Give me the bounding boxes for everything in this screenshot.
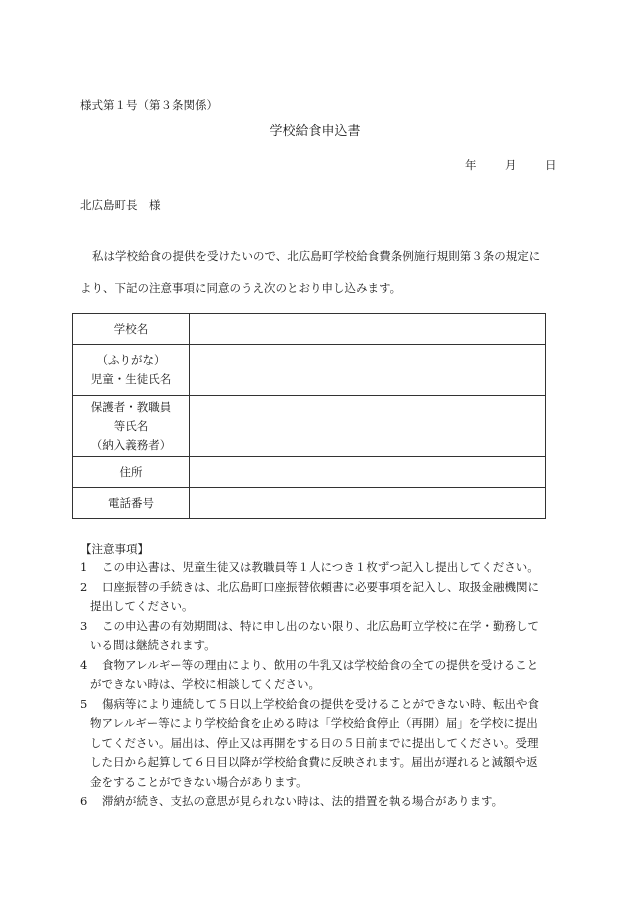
- note-text-cont: した日から起算して６日目以降が学校給食費に反映されます。届出が遅れると減額や返: [90, 755, 538, 769]
- table-row-school: [73, 314, 546, 345]
- school-name-field[interactable]: [190, 314, 546, 345]
- note-number: 4: [80, 657, 88, 672]
- note-number: 6: [80, 794, 88, 808]
- student-furigana-label: （ふりがな）: [96, 353, 166, 367]
- date-year: 年: [465, 158, 477, 172]
- note-item: [80, 695, 550, 793]
- note-number: 2: [80, 579, 88, 594]
- guardian-label-line-3: （納入義務者）: [90, 437, 172, 452]
- guardian-name-label: [73, 396, 190, 457]
- table-row-guardian: [73, 396, 546, 457]
- guardian-label-line-2: 等氏名: [113, 418, 149, 433]
- note-text-cont: ができない時は、学校に相談してください。: [90, 677, 320, 691]
- note-item: [80, 656, 550, 695]
- student-name-label-text: 児童・生徒氏名: [90, 372, 172, 386]
- note-text: 傷病等により連続して５日以上学校給食の提供を受けることができない時、転出や食: [102, 696, 539, 711]
- note-text: 滞納が続き、支払の意思が見られない時は、法的措置を執る場合があります。: [102, 794, 504, 808]
- note-text: この申込書は、児童生徒又は教職員等１人につき１枚ずつ記入し提出してください。: [102, 560, 539, 574]
- form-number: 様式第１号（第３条関係）: [80, 98, 218, 112]
- note-text-cont: 提出してください。: [90, 599, 194, 613]
- notes-list: [80, 558, 550, 812]
- intro-line-2: より、下記の注意事項に同意のうえ次のとおり申し込みます。: [80, 281, 402, 295]
- school-name-label: 学校名: [73, 314, 190, 345]
- guardian-name-field[interactable]: [190, 396, 546, 457]
- date-line: [465, 157, 557, 173]
- note-item: [80, 558, 550, 578]
- address-label: 住所: [73, 457, 190, 488]
- address-field[interactable]: [190, 457, 546, 488]
- note-item: [80, 617, 550, 656]
- note-text-cont: いる間は継続されます。: [90, 638, 216, 652]
- addressee: 北広島町長 様: [80, 198, 161, 212]
- guardian-label-line-1: 保護者・教職員: [90, 399, 172, 414]
- note-item: [80, 792, 550, 812]
- note-text: 口座振替の手続きは、北広島町口座振替依頼書に必要事項を記入し、取扱金融機関に: [102, 579, 539, 594]
- note-text: 食物アレルギー等の理由により、飲用の牛乳又は学校給食の全ての提供を受けること: [102, 657, 539, 672]
- phone-label: 電話番号: [73, 488, 190, 519]
- intro-paragraph: [80, 240, 550, 304]
- table-row-address: [73, 457, 546, 488]
- note-text: この申込書の有効期間は、特に申し出のない限り、北広島町立学校に在学・勤務して: [102, 618, 539, 633]
- notes-heading: 【注意事項】: [80, 542, 149, 556]
- date-day: 日: [545, 158, 557, 172]
- note-number: 1: [80, 560, 88, 574]
- note-text-cont: してください。届出は、停止又は再開をする日の５日前までに提出してください。受理: [90, 735, 539, 750]
- note-number: 5: [80, 696, 88, 711]
- document-title: 学校給食申込書: [269, 124, 361, 139]
- note-text-cont: 物アレルギー等により学校給食を止める時は「学校給食停止（再開）届」を学校に提出: [90, 716, 538, 730]
- intro-line-1: 私は学校給食の提供を受けたいので、北広島町学校給食費条例施行規則第３条の規定に: [92, 249, 541, 263]
- student-name-field[interactable]: [190, 345, 546, 396]
- table-row-phone: [73, 488, 546, 519]
- note-text-cont: 金をすることができない場合があります。: [90, 774, 308, 789]
- note-number: 3: [80, 618, 88, 633]
- application-form-table: [72, 313, 546, 519]
- date-month: 月: [505, 158, 517, 172]
- note-item: [80, 578, 550, 617]
- table-row-student: [73, 345, 546, 396]
- phone-field[interactable]: [190, 488, 546, 519]
- student-name-label: [73, 345, 190, 396]
